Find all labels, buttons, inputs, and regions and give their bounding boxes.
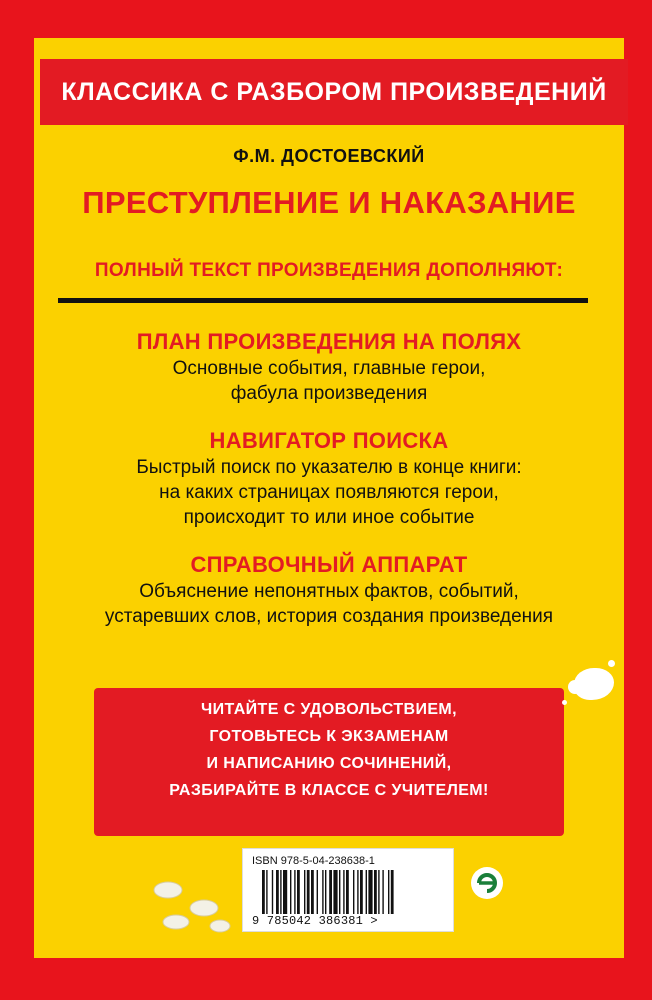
barcode-bar bbox=[343, 870, 344, 914]
barcode-bar bbox=[329, 870, 332, 914]
barcode-bar bbox=[382, 870, 383, 914]
section-title-reference: СПРАВОЧНЫЙ АППАРАТ bbox=[190, 552, 468, 577]
ean-digits: 9 785042 386381 > bbox=[252, 914, 378, 928]
barcode-bar bbox=[294, 870, 295, 914]
series-banner-text: КЛАССИКА С РАЗБОРОМ ПРОИЗВЕДЕНИЙ bbox=[61, 77, 607, 106]
section-body-reference bbox=[34, 579, 624, 629]
barcode-bar bbox=[346, 870, 349, 914]
barcode-bar bbox=[366, 870, 367, 914]
barcode-bar bbox=[266, 870, 267, 914]
section-line: Основные события, главные герои, bbox=[172, 358, 486, 379]
divider bbox=[58, 298, 588, 303]
section-line: Быстрый поиск по указателю в конце книги: bbox=[136, 457, 522, 478]
barcode-bar bbox=[325, 870, 326, 914]
barcode-bar bbox=[391, 870, 394, 914]
barcode-bar bbox=[272, 870, 273, 914]
section-line: Объяснение непонятных фактов, событий, bbox=[139, 581, 519, 602]
barcode-bar bbox=[360, 870, 363, 914]
barcode-bar bbox=[297, 870, 300, 914]
isbn-text: ISBN 978-5-04-238638-1 bbox=[252, 855, 375, 867]
section-body-plan bbox=[34, 356, 624, 406]
barcode-bar bbox=[378, 870, 379, 914]
paint-drop-icon bbox=[568, 680, 582, 694]
paint-drop-icon bbox=[562, 700, 567, 705]
section-title-plan: ПЛАН ПРОИЗВЕДЕНИЯ НА ПОЛЯХ bbox=[136, 329, 522, 354]
coins-decoration-icon bbox=[146, 868, 236, 938]
features-intro: ПОЛНЫЙ ТЕКСТ ПРОИЗВЕДЕНИЯ ДОПОЛНЯЮТ: bbox=[94, 260, 564, 281]
barcode-bar bbox=[353, 870, 354, 914]
eksmo-logo-icon bbox=[470, 866, 504, 900]
paint-drop-icon bbox=[608, 660, 615, 667]
barcode-bar bbox=[317, 870, 318, 914]
barcode-bar bbox=[276, 870, 279, 914]
barcode-bars bbox=[262, 870, 432, 914]
section-line: устаревших слов, история создания произведения bbox=[104, 606, 554, 627]
section-body-navigator bbox=[34, 455, 624, 530]
barcode-bar bbox=[262, 870, 265, 914]
cta-line: И НАПИСАНИЮ СОЧИНЕНИЙ, bbox=[206, 755, 452, 772]
barcode-bar bbox=[311, 870, 314, 914]
barcode-bar bbox=[307, 870, 310, 914]
barcode-bar bbox=[368, 870, 372, 914]
barcode-bar bbox=[290, 870, 291, 914]
book-author: Ф.М. ДОСТОЕВСКИЙ bbox=[233, 146, 425, 166]
barcode-bar bbox=[304, 870, 305, 914]
ean-text bbox=[244, 914, 454, 928]
cta-line: ЧИТАЙТЕ С УДОВОЛЬСТВИЕМ, bbox=[201, 701, 457, 718]
barcode-bar bbox=[388, 870, 389, 914]
barcode-bar bbox=[357, 870, 358, 914]
section-title-navigator: НАВИГАТОР ПОИСКА bbox=[209, 428, 449, 453]
cta-text bbox=[94, 696, 564, 804]
book-title: ПРЕСТУПЛЕНИЕ И НАКАЗАНИЕ bbox=[82, 185, 576, 220]
barcode-bar bbox=[322, 870, 323, 914]
barcode-bar bbox=[374, 870, 377, 914]
barcode-bar bbox=[339, 870, 340, 914]
section-line: на каких страницах появляются герои, bbox=[159, 482, 499, 503]
series-banner bbox=[40, 59, 628, 125]
barcode-bar bbox=[280, 870, 281, 914]
barcode-bar bbox=[283, 870, 287, 914]
cta-line: РАЗБИРАЙТЕ В КЛАССЕ С УЧИТЕЛЕМ! bbox=[169, 782, 489, 799]
section-line: фабула произведения bbox=[230, 383, 428, 404]
barcode-bar bbox=[333, 870, 337, 914]
cta-line: ГОТОВЬТЕСЬ К ЭКЗАМЕНАМ bbox=[209, 728, 449, 745]
section-line: происходит то или иное событие bbox=[183, 507, 475, 528]
